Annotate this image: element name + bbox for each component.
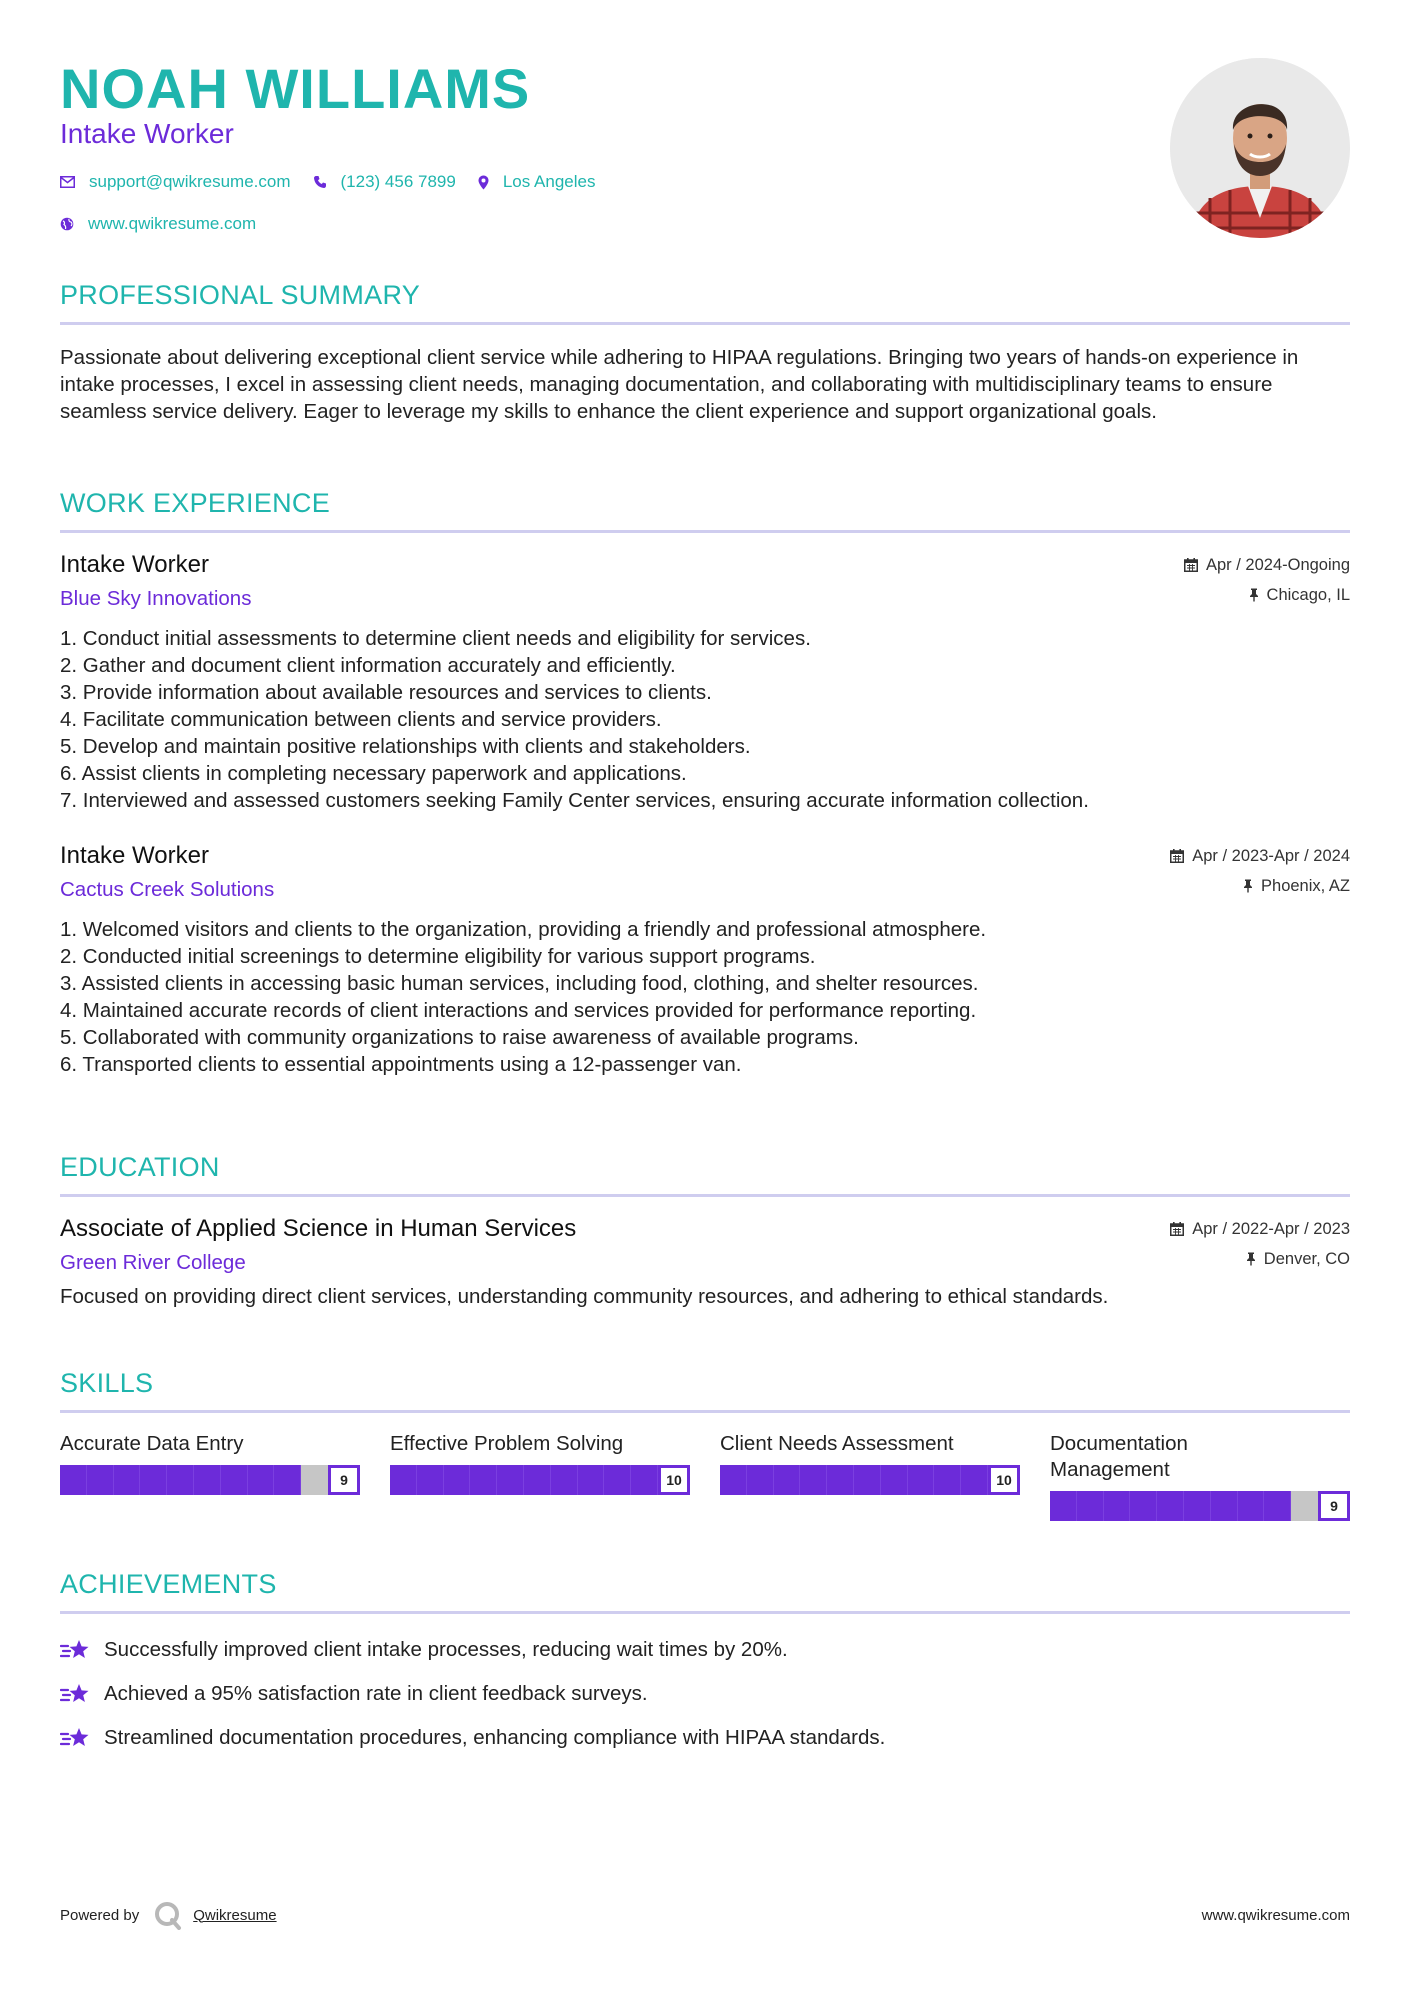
job-dates xyxy=(1184,556,1350,575)
job-title: Intake Worker xyxy=(60,551,209,578)
education-section xyxy=(60,1152,1350,1310)
skill-bar-filled-segment xyxy=(114,1465,141,1495)
skill-item xyxy=(1050,1431,1350,1521)
shooting-star-icon xyxy=(60,1726,92,1750)
phone-item[interactable] xyxy=(313,172,456,192)
skill-bar-filled-segment xyxy=(140,1465,167,1495)
skill-bar-filled-segment xyxy=(248,1465,275,1495)
section-divider xyxy=(60,1194,1350,1197)
skill-bar-filled-segment xyxy=(1211,1491,1238,1521)
skills-section xyxy=(60,1368,1350,1521)
pushpin-icon xyxy=(1243,879,1253,893)
education-entry xyxy=(60,1215,1350,1310)
skill-bar xyxy=(720,1465,1020,1495)
job-entry xyxy=(60,842,1350,1078)
skill-bar xyxy=(1050,1491,1350,1521)
achievement-text: Successfully improved client intake processes, reducing wait times by 20%. xyxy=(104,1638,788,1661)
education-location xyxy=(1246,1250,1350,1269)
job-location-text: Phoenix, AZ xyxy=(1261,876,1350,895)
job-entry xyxy=(60,551,1350,814)
list-item: 3. Provide information about available resources and services to clients. xyxy=(60,681,712,704)
skill-level-badge: 10 xyxy=(988,1465,1020,1495)
skill-bar-filled-segment xyxy=(827,1465,854,1495)
skill-bar-filled-segment xyxy=(1184,1491,1211,1521)
job-company: Cactus Creek Solutions xyxy=(60,878,275,901)
achievement-text: Achieved a 95% satisfaction rate in client feedback surveys. xyxy=(104,1682,648,1705)
skill-bar-filled-segment xyxy=(631,1465,658,1495)
skills-heading: SKILLS xyxy=(60,1368,154,1398)
education-description: Focused on providing direct client services, understanding community resources, and adhering to ethical standards. xyxy=(60,1285,1109,1308)
job-company: Blue Sky Innovations xyxy=(60,587,252,610)
experience-section xyxy=(60,488,1350,1078)
skill-name: Client Needs Assessment xyxy=(720,1432,954,1455)
skill-level-badge: 10 xyxy=(658,1465,690,1495)
list-item: 2. Conducted initial screenings to determine eligibility for various support programs. xyxy=(60,945,816,968)
list-item: 2. Gather and document client information accurately and efficiently. xyxy=(60,654,676,677)
website-row xyxy=(60,214,278,234)
skill-bar-filled-segment xyxy=(1264,1491,1291,1521)
profile-photo xyxy=(1170,58,1350,238)
skill-bar-filled-segment xyxy=(774,1465,801,1495)
powered-by-text: Powered by xyxy=(60,1906,140,1924)
globe-icon xyxy=(60,217,74,231)
skill-bar-filled-segment xyxy=(87,1465,114,1495)
skill-bar-filled-segment xyxy=(194,1465,221,1495)
skill-name: Effective Problem Solving xyxy=(390,1432,624,1455)
candidate-name: NOAH WILLIAMS xyxy=(60,57,531,120)
skill-bar-filled-segment xyxy=(908,1465,935,1495)
skills-grid xyxy=(60,1431,1350,1521)
experience-heading: WORK EXPERIENCE xyxy=(60,488,331,518)
job-bullets xyxy=(60,916,1350,1078)
skill-item xyxy=(390,1431,690,1521)
footer-credit xyxy=(60,1900,277,1930)
skill-level-badge: 9 xyxy=(328,1465,360,1495)
skill-bar-filled-segment xyxy=(934,1465,961,1495)
skill-bar xyxy=(390,1465,690,1495)
achievement-text: Streamlined documentation procedures, enhancing compliance with HIPAA standards. xyxy=(104,1726,886,1749)
list-item: 6. Transported clients to essential appointments using a 12-passenger van. xyxy=(60,1053,742,1076)
candidate-title: Intake Worker xyxy=(60,118,234,149)
shooting-star-icon xyxy=(60,1638,92,1662)
skill-bar-filled-segment xyxy=(720,1465,747,1495)
skill-bar-filled-segment xyxy=(747,1465,774,1495)
skill-bar-filled-segment xyxy=(1157,1491,1184,1521)
job-bullets xyxy=(60,625,1350,814)
list-item: 5. Collaborated with community organizations to raise awareness of available programs. xyxy=(60,1026,859,1049)
school-name: Green River College xyxy=(60,1251,246,1274)
phone-text: (123) 456 7899 xyxy=(340,172,456,191)
skill-bar-filled-segment xyxy=(961,1465,988,1495)
section-divider xyxy=(60,322,1350,325)
skill-name: Accurate Data Entry xyxy=(60,1432,244,1455)
location-text: Los Angeles xyxy=(502,172,596,191)
list-item xyxy=(60,1672,1350,1716)
list-item: 7. Interviewed and assessed customers seeking Family Center services, ensuring accurate information collection. xyxy=(60,789,1089,812)
skill-bar-filled-segment xyxy=(578,1465,605,1495)
skill-bar-empty-segment xyxy=(1291,1491,1318,1521)
skill-bar-filled-segment xyxy=(524,1465,551,1495)
skill-bar-filled-segment xyxy=(800,1465,827,1495)
skill-bar-filled-segment xyxy=(60,1465,87,1495)
section-divider xyxy=(60,530,1350,533)
skill-bar-empty-segment xyxy=(301,1465,328,1495)
job-location-text: Chicago, IL xyxy=(1266,585,1350,604)
skill-bar-filled-segment xyxy=(1238,1491,1265,1521)
skill-bar-filled-segment xyxy=(470,1465,497,1495)
achievements-list xyxy=(60,1628,1350,1760)
pushpin-icon xyxy=(1249,588,1259,602)
skill-bar-filled-segment xyxy=(1050,1491,1077,1521)
resume-page xyxy=(60,0,1350,1990)
skill-bar-filled-segment xyxy=(1104,1491,1131,1521)
list-item xyxy=(60,1628,1350,1672)
skill-bar-filled-segment xyxy=(604,1465,631,1495)
list-item: 1. Welcomed visitors and clients to the organization, providing a friendly and professional atmosphere. xyxy=(60,918,987,941)
skill-name: Documentation Management xyxy=(1050,1432,1188,1481)
education-heading: EDUCATION xyxy=(60,1152,220,1182)
skill-item xyxy=(720,1431,1020,1521)
degree-title: Associate of Applied Science in Human Services xyxy=(60,1215,577,1242)
map-pin-icon xyxy=(478,175,489,190)
qwikresume-logo-icon xyxy=(151,1900,185,1930)
job-location xyxy=(1243,877,1350,896)
email-text: support@qwikresume.com xyxy=(89,172,291,191)
footer xyxy=(60,1900,1350,1930)
section-divider xyxy=(60,1410,1350,1413)
list-item: 1. Conduct initial assessments to determine client needs and eligibility for services. xyxy=(60,627,811,650)
summary-section xyxy=(60,280,1350,425)
summary-text: Passionate about delivering exceptional client service while adhering to HIPAA regulations. Bringing two years of hands-on experience in intake processes, I excel in assessing client needs, managing documentation, and collaborating with multidisciplinary teams to ensure seamless service delivery. Eager to leverage my skills to enhance the client experience and support organizational goals. xyxy=(60,346,1299,423)
footer-website[interactable]: www.qwikresume.com xyxy=(1201,1906,1350,1924)
job-location xyxy=(1249,586,1350,605)
skill-bar-filled-segment xyxy=(417,1465,444,1495)
skill-bar-filled-segment xyxy=(221,1465,248,1495)
skill-bar-filled-segment xyxy=(274,1465,301,1495)
skill-bar-filled-segment xyxy=(854,1465,881,1495)
list-item: 4. Facilitate communication between clients and service providers. xyxy=(60,708,662,731)
list-item xyxy=(60,1716,1350,1760)
location-item xyxy=(478,172,596,192)
pushpin-icon xyxy=(1246,1252,1256,1266)
list-item: 5. Develop and maintain positive relationships with clients and stakeholders. xyxy=(60,735,751,758)
calendar-icon xyxy=(1170,849,1184,863)
skill-bar xyxy=(60,1465,360,1495)
skill-bar-filled-segment xyxy=(1130,1491,1157,1521)
calendar-icon xyxy=(1184,558,1198,572)
skill-bar-filled-segment xyxy=(497,1465,524,1495)
list-item: 4. Maintained accurate records of client interactions and services provided for performance reporting. xyxy=(60,999,977,1022)
calendar-icon xyxy=(1170,1222,1184,1236)
website-text: www.qwikresume.com xyxy=(88,214,257,233)
list-item: 6. Assist clients in completing necessary paperwork and applications. xyxy=(60,762,687,785)
job-dates xyxy=(1170,847,1350,866)
website-item[interactable] xyxy=(60,214,256,234)
contact-row xyxy=(60,172,617,192)
skill-bar-filled-segment xyxy=(551,1465,578,1495)
education-location-text: Denver, CO xyxy=(1263,1249,1350,1268)
shooting-star-icon xyxy=(60,1682,92,1706)
job-dates-text: Apr / 2024-Ongoing xyxy=(1205,555,1350,574)
education-dates-text: Apr / 2022-Apr / 2023 xyxy=(1192,1219,1350,1238)
brand-link[interactable]: Qwikresume xyxy=(193,1906,277,1924)
achievements-heading: ACHIEVEMENTS xyxy=(60,1569,277,1599)
job-dates-text: Apr / 2023-Apr / 2024 xyxy=(1192,846,1350,865)
phone-icon xyxy=(313,175,327,189)
skill-level-badge: 9 xyxy=(1318,1491,1350,1521)
skill-bar-filled-segment xyxy=(881,1465,908,1495)
summary-heading: PROFESSIONAL SUMMARY xyxy=(60,280,421,310)
skill-item xyxy=(60,1431,360,1521)
skill-bar-filled-segment xyxy=(1077,1491,1104,1521)
education-dates xyxy=(1170,1220,1350,1239)
skill-bar-filled-segment xyxy=(390,1465,417,1495)
job-title: Intake Worker xyxy=(60,842,209,869)
skill-bar-filled-segment xyxy=(167,1465,194,1495)
section-divider xyxy=(60,1611,1350,1614)
achievements-section xyxy=(60,1569,1350,1760)
skill-bar-filled-segment xyxy=(444,1465,471,1495)
envelope-icon xyxy=(60,176,75,188)
avatar-illustration xyxy=(1170,58,1350,238)
list-item: 3. Assisted clients in accessing basic human services, including food, clothing, and shelter resources. xyxy=(60,972,979,995)
email-item[interactable] xyxy=(60,172,291,192)
